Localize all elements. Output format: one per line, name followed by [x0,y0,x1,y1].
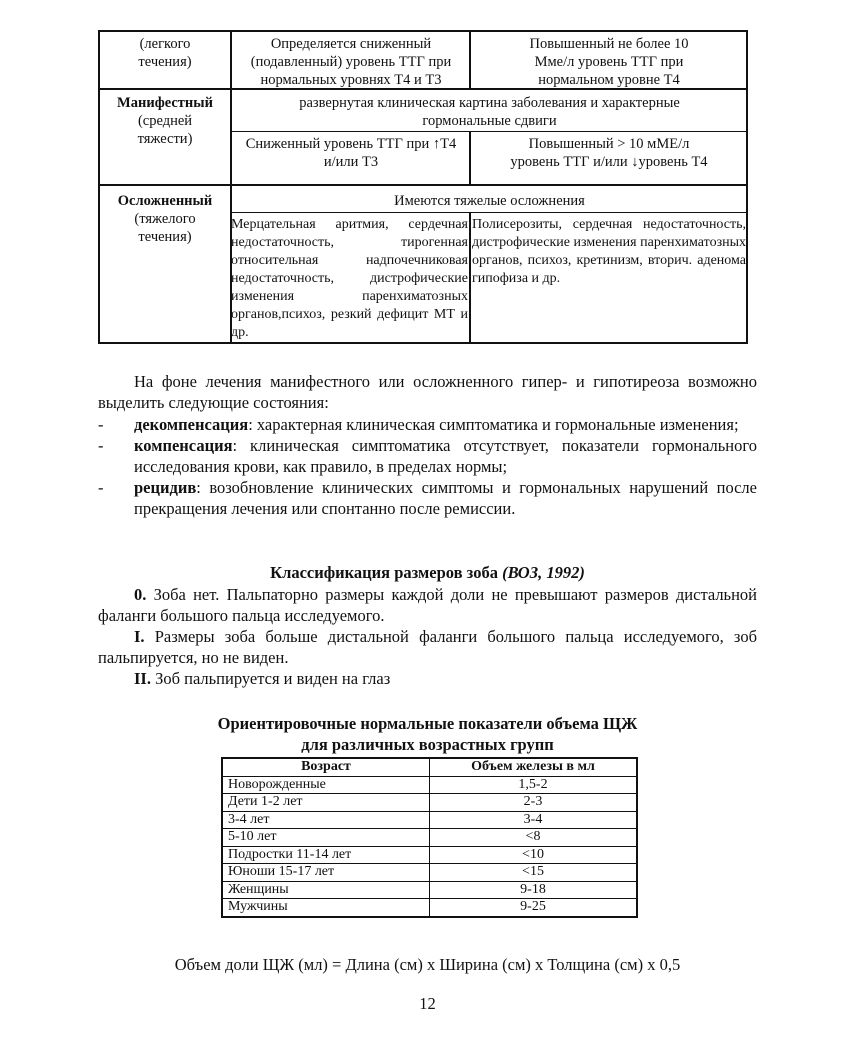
volume-table-title [98,713,757,755]
volume-title-line2: для различных возрастных групп [301,735,554,754]
goiter-grade [98,626,757,668]
complicated-complications-hypo: Полисерозиты, сердечная недостаточность, дистрофические изменения паренхиматозных органов, психоз, кретинизм, вторич. аденома гипофиза и др. [472,217,746,286]
state-term: компенсация [134,436,233,455]
age-cell: Дети 1-2 лет [222,794,430,812]
volume-cell: <15 [430,864,638,882]
column-header-volume: Объем железы в мл [430,758,638,776]
age-cell: Подростки 11-14 лет [222,846,430,864]
grade-number: I. [134,627,145,646]
list-bullet: - [98,436,104,455]
age-cell: Мужчины [222,899,430,917]
complicated-description: Имеются тяжелые осложнения [394,193,585,209]
volume-title-line1: Ориентировочные нормальные показатели объема ЩЖ [217,714,638,733]
manifest-subtitle: (средней тяжести) [137,113,193,147]
age-cell: Юноши 15-17 лет [222,864,430,882]
list-item [98,477,757,519]
goiter-title: Классификация размеров зоба [270,563,498,582]
grade-text: Зоба нет. Пальпаторно размеры каждой доли не превышают размеров дистальной фаланги большого пальца исследуемого. [98,585,757,625]
mild-tsh-high: Повышенный не более 10 Мме/л уровень ТТГ при нормальном уровне Т4 [529,36,689,88]
volume-cell: 2-3 [430,794,638,812]
volume-formula: Объем доли ЩЖ (мл) = Длина (см) х Ширина (см) х Толщина (см) х 0,5 [174,955,681,974]
volume-cell: <10 [430,846,638,864]
volume-cell: <8 [430,829,638,847]
manifest-title: Манифестный [117,95,213,111]
complicated-title: Осложненный [117,193,213,209]
states-list [98,414,757,519]
manifest-tsh-high: Повышенный > 10 мМЕ/л уровень ТТГ и/или ↓уровень Т4 [510,136,708,170]
goiter-heading [98,563,757,583]
severity-table [98,30,748,344]
table-row [222,846,637,864]
states-intro: На фоне лечения манифестного или осложненного гипер- и гипотиреоза возможно выделить следующие состояния: [98,372,757,412]
table-row [222,811,637,829]
table-header-row [222,758,637,776]
table-row [222,899,637,917]
volume-cell: 9-18 [430,881,638,899]
mild-label: (легкого течения) [138,36,192,70]
manifest-tsh-low: Сниженный уровень ТТГ при ↑Т4 и/или Т3 [245,136,457,170]
complicated-complications-hyper: Мерцательная аритмия, сердечная недостаточность, тирогенная относительная надпочечниковая недостаточность, дистрофические изменения паренхиматозных органов,психоз, резкий дефицит МТ и др. [231,217,468,340]
grade-number: II. [134,669,151,688]
goiter-grade [98,668,757,689]
mild-tsh-low: Определяется сниженный (подавленный) уровень ТТГ при нормальных уровнях Т4 и Т3 [250,36,452,88]
goiter-grade [98,584,757,626]
volume-cell: 1,5-2 [430,776,638,794]
list-item [98,435,757,477]
list-bullet: - [98,478,104,497]
manifest-description: развернутая клиническая картина заболевания и характерные гормональные сдвиги [299,95,680,129]
table-row [222,881,637,899]
table-row [222,829,637,847]
volume-cell: 9-25 [430,899,638,917]
table-row [222,776,637,794]
age-cell: 5-10 лет [222,829,430,847]
volume-table [221,757,638,918]
list-item [98,414,757,435]
table-row [222,794,637,812]
age-cell: 3-4 лет [222,811,430,829]
complicated-subtitle: (тяжелого течения) [134,211,196,245]
table-row [222,864,637,882]
state-text: : характерная клиническая симптоматика и гормональные изменения; [248,415,739,434]
goiter-source: (ВОЗ, 1992) [502,563,585,582]
state-term: декомпенсация [134,415,249,434]
goiter-list [98,584,757,689]
state-text: : клиническая симптоматика отсутствует, показатели гормонального исследования крови, как правило, в пределах нормы; [134,436,757,476]
column-header-age: Возраст [222,758,430,776]
page-number: 12 [419,994,436,1013]
state-term: рецидив [134,478,197,497]
volume-cell: 3-4 [430,811,638,829]
grade-number: 0. [134,585,147,604]
grade-text: Зоб пальпируется и виден на глаз [150,669,391,688]
state-text: : возобновление клинических симптомы и гормональных нарушений после прекращения лечения или спонтанно после ремиссии. [134,478,757,518]
age-cell: Женщины [222,881,430,899]
age-cell: Новорожденные [222,776,430,794]
grade-text: Размеры зоба больше дистальной фаланги большого пальца исследуемого, зоб пальпируется, но не виден. [98,627,757,667]
list-bullet: - [98,415,104,434]
